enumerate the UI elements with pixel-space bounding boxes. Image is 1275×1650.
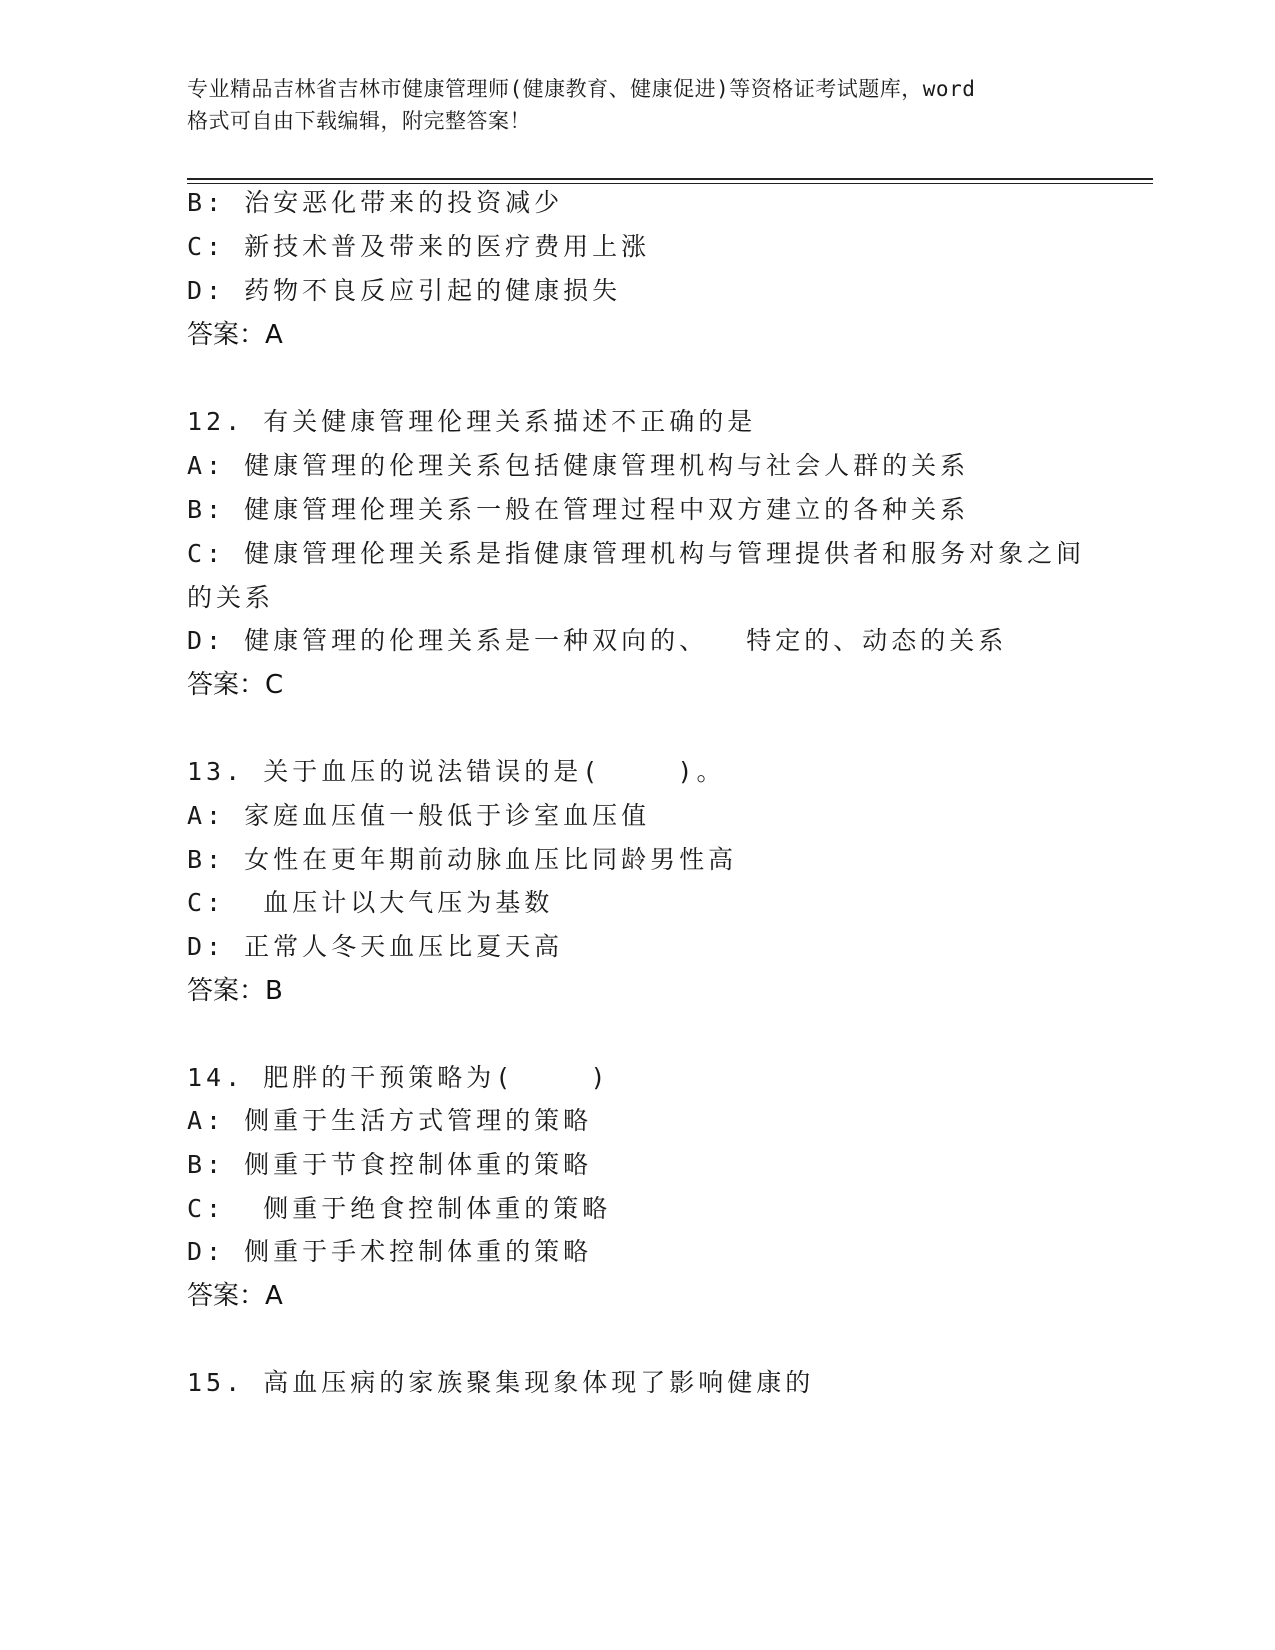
header-rule-thick	[187, 178, 1153, 180]
q13-option-c: C: 血压计以大气压为基数	[187, 888, 554, 917]
q14-option-b: B: 侧重于节食控制体重的策略	[187, 1150, 593, 1179]
q12-option-b: B: 健康管理伦理关系一般在管理过程中双方建立的各种关系	[187, 495, 970, 524]
q13-question: 13. 关于血压的说法错误的是( )。	[187, 757, 726, 786]
header-line-2: 格式可自由下载编辑，附完整答案！	[187, 109, 531, 133]
q15-question: 15. 高血压病的家族聚集现象体现了影响健康的	[187, 1368, 815, 1397]
q12-question: 12. 有关健康管理伦理关系描述不正确的是	[187, 407, 757, 436]
q12-option-c-continued: 的关系	[187, 583, 275, 612]
document-header	[187, 73, 1087, 137]
q14-option-d: D: 侧重于手术控制体重的策略	[187, 1237, 593, 1266]
q13-answer: 答案：B	[187, 976, 283, 1006]
q11-option-c: C: 新技术普及带来的医疗费用上涨	[187, 232, 651, 261]
header-rule-thin	[187, 183, 1153, 184]
q12-option-a: A: 健康管理的伦理关系包括健康管理机构与社会人群的关系	[187, 451, 970, 480]
q12-option-c: C: 健康管理伦理关系是指健康管理机构与管理提供者和服务对象之间	[187, 539, 1086, 568]
q11-answer: 答案：A	[187, 320, 283, 350]
q12-answer: 答案：C	[187, 670, 284, 700]
q14-question: 14. 肥胖的干预策略为( )	[187, 1063, 610, 1092]
q14-option-a: A: 侧重于生活方式管理的策略	[187, 1106, 593, 1135]
q13-option-a: A: 家庭血压值一般低于诊室血压值	[187, 801, 651, 830]
header-line-1: 专业精品吉林省吉林市健康管理师(健康教育、健康促进)等资格证考试题库，word	[187, 77, 976, 101]
q11-option-d: D: 药物不良反应引起的健康损失	[187, 276, 622, 305]
q14-answer: 答案：A	[187, 1281, 283, 1311]
q11-option-b: B: 治安恶化带来的投资减少	[187, 188, 564, 217]
q13-option-d: D: 正常人冬天血压比夏天高	[187, 932, 564, 961]
q12-option-d: D: 健康管理的伦理关系是一种双向的、 特定的、动态的关系	[187, 626, 1008, 655]
q14-option-c: C: 侧重于绝食控制体重的策略	[187, 1194, 612, 1223]
q13-option-b: B: 女性在更年期前动脉血压比同龄男性高	[187, 845, 738, 874]
